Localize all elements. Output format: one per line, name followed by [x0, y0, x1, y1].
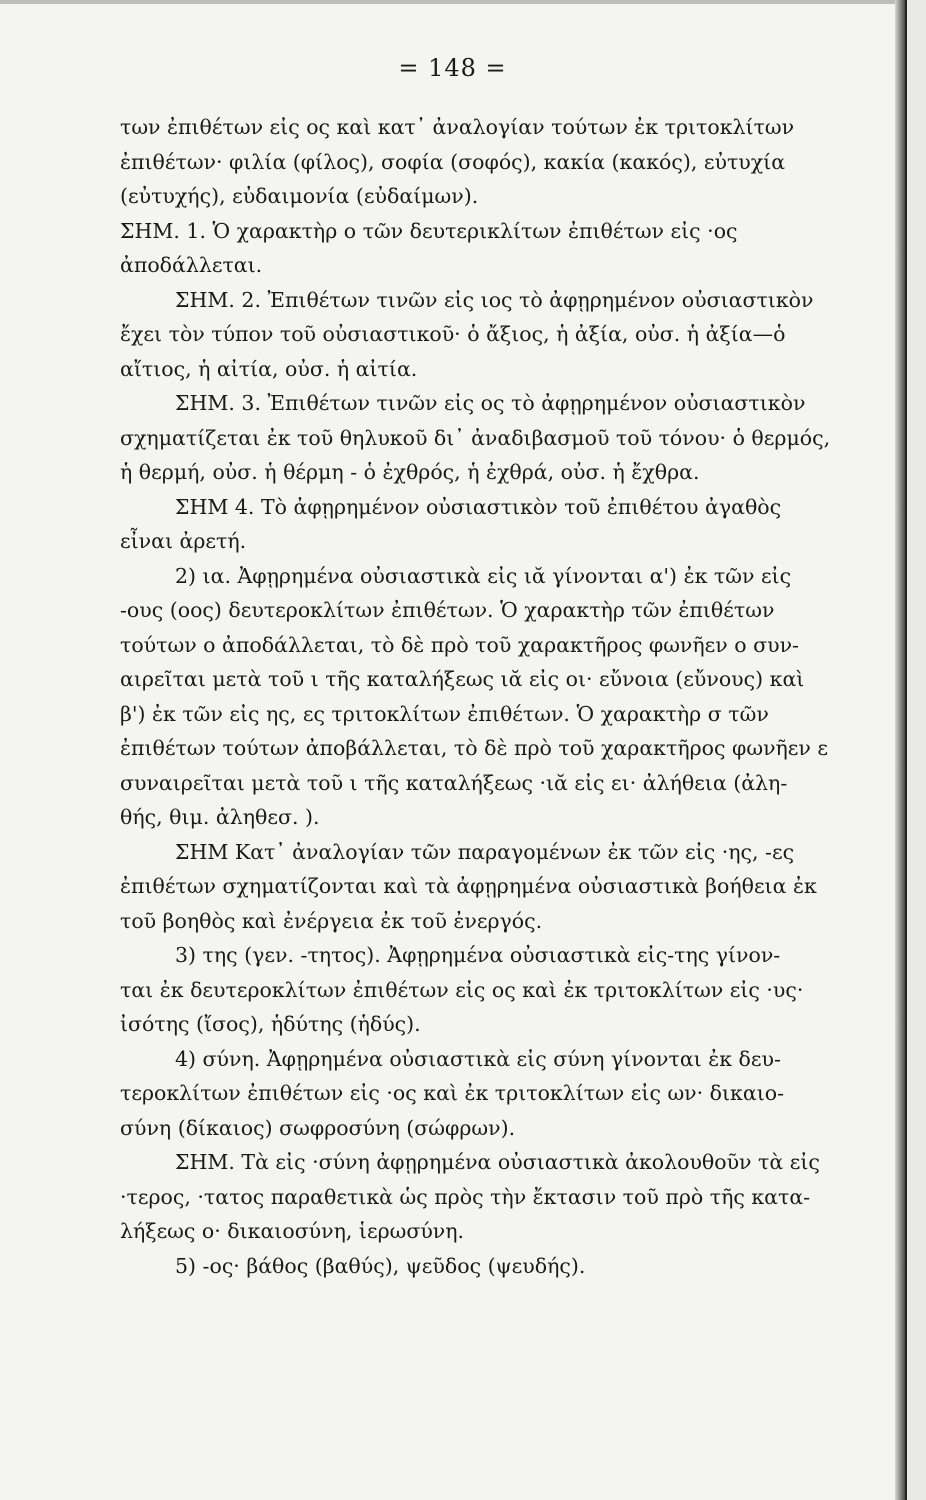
text-line: αιρεῖται μετὰ τοῦ ι τῆς καταλήξεως ιᾰ εἰς οι· εὔνοια (εὔνους) καὶ	[120, 667, 805, 691]
text-line: σχηματίζεται ἐκ τοῦ θηλυκοῦ δι᾿ ἀναδιβασμοῦ τοῦ τόνου· ὁ θερμός,	[120, 425, 831, 450]
text-line: ·τερος, ·τατος παραθετικὰ ὡς πρὸς τὴν ἔκτασιν τοῦ πρὸ τῆς κατα-	[120, 1184, 811, 1209]
text-line: συναιρεῖται μετὰ τοῦ ι τῆς καταλήξεως ·ιᾰ εἰς ει· ἀλήθεια (ἀλη-	[120, 770, 788, 795]
text-line: β') ἐκ τῶν εἰς ης, ες τριτοκλίτων ἐπιθέτων. Ὁ χαρακτὴρ σ τῶν	[120, 701, 769, 726]
text-line: αἴτιος, ἡ αἰτία, οὐσ. ἡ αἰτία.	[120, 356, 418, 381]
text-line: ΣΗΜ. 2. Ἐπιθέτων τινῶν εἰς ιος τὸ ἀφῃρημένον οὐσιαστικὸν	[175, 287, 814, 312]
text-line: ΣΗΜ. Τὰ εἰς ·σύνη ἀφῃρημένα οὐσιαστικὰ ἀκολουθοῦν τὰ εἰς	[175, 1150, 820, 1174]
text-line: -ους (οος) δευτεροκλίτων ἐπιθέτων. Ὁ χαρακτὴρ τῶν ἐπιθέτων	[120, 598, 775, 622]
text-line: 5) -ος· βάθος (βαθύς), ψεῦδος (ψευδής).	[175, 1253, 586, 1278]
text-line: τούτων ο ἀποδάλλεται, τὸ δὲ πρὸ τοῦ χαρακτῆρος φωνῆεν ο συν-	[120, 632, 799, 657]
text-line: (εὐτυχής), εὐδαιμονία (εὐδαίμων).	[120, 184, 479, 208]
text-line: λήξεως ο· δικαιοσύνη, ἱερωσύνη.	[120, 1219, 465, 1243]
text-line: ΣΗΜ. 1. Ὁ χαρακτὴρ ο τῶν δευτερικλίτων ἐπιθέτων εἰς ·ος	[120, 218, 738, 243]
text-line: εἶναι ἀρετή.	[120, 529, 247, 553]
text-line: 2) ια. Ἀφῃρημένα οὐσιαστικὰ εἰς ιᾰ γίνονται α') ἐκ τῶν εἰς	[175, 563, 792, 588]
gutter-shadow	[895, 0, 905, 1500]
top-rule	[0, 0, 905, 4]
text-line: ΣΗΜ 4. Τὸ ἀφῃρημένον οὐσιαστικὸν τοῦ ἐπιθέτου ἀγαθὸς	[175, 494, 782, 519]
text-line: ἀποδάλλεται.	[120, 253, 263, 277]
text-line: 4) σύνη. Ἀφῃρημένα οὐσιαστικὰ εἰς σύνη γίνονται ἐκ δευ-	[175, 1046, 781, 1071]
text-line: τεροκλίτων ἐπιθέτων εἰς ·ος καὶ ἐκ τριτοκλίτων εἰς ων· δικαιο-	[120, 1081, 784, 1105]
text-line: ἐπιθέτων σχηματίζονται καὶ τὰ ἀφῃρημένα οὐσιαστικὰ βοήθεια ἐκ	[120, 874, 817, 898]
text-line: ἡ θερμή, οὐσ. ἡ θέρμη - ὁ ἐχθρός, ἡ ἐχθρά, οὐσ. ἡ ἔχθρα.	[120, 460, 700, 484]
adjacent-page-edge	[905, 0, 926, 1500]
text-line: των ἐπιθέτων εἰς ος καὶ κατ᾿ ἀναλογίαν τούτων ἐκ τριτοκλίτων	[120, 115, 795, 139]
body-text	[120, 110, 910, 1283]
text-line: ἐπιθέτων· φιλία (φίλος), σοφία (σοφός), κακία (κακός), εὐτυχία	[120, 149, 786, 174]
text-line: τοῦ βοηθὸς καὶ ἐνέργεια ἐκ τοῦ ἐνεργός.	[120, 908, 543, 933]
text-line: θής, θιμ. ἀληθεσ. ).	[120, 805, 320, 829]
text-line: ἔχει τὸν τύπον τοῦ οὐσιαστικοῦ· ὁ ἄξιος, ἡ ἀξία, οὐσ. ἡ ἀξία—ὁ	[120, 322, 786, 346]
text-line: σύνη (δίκαιος) σωφροσύνη (σώφρων).	[120, 1115, 516, 1140]
text-line: ται ἐκ δευτεροκλίτων ἐπιθέτων εἰς ος καὶ ἐκ τριτοκλίτων εἰς ·υς·	[120, 977, 804, 1002]
page-number: = 148 =	[398, 54, 507, 82]
text-line: ἐπιθέτων τούτων ἀποβάλλεται, τὸ δὲ πρὸ τοῦ χαρακτῆρος φωνῆεν ε	[120, 736, 829, 760]
text-line: ΣΗΜ. 3. Ἐπιθέτων τινῶν εἰς ος τὸ ἀφῃρημένον οὐσιαστικὸν	[175, 391, 806, 415]
text-line: ΣΗΜ Κατ᾿ ἀναλογίαν τῶν παραγομένων ἐκ τῶν εἰς ·ης, -ες	[175, 839, 795, 864]
text-line: ἰσότης (ἴσος), ἡδύτης (ἡδύς).	[120, 1012, 421, 1036]
text-line: 3) της (γεν. -τητος). Ἀφῃρημένα οὐσιαστικὰ εἰς-της γίνον-	[175, 943, 781, 967]
